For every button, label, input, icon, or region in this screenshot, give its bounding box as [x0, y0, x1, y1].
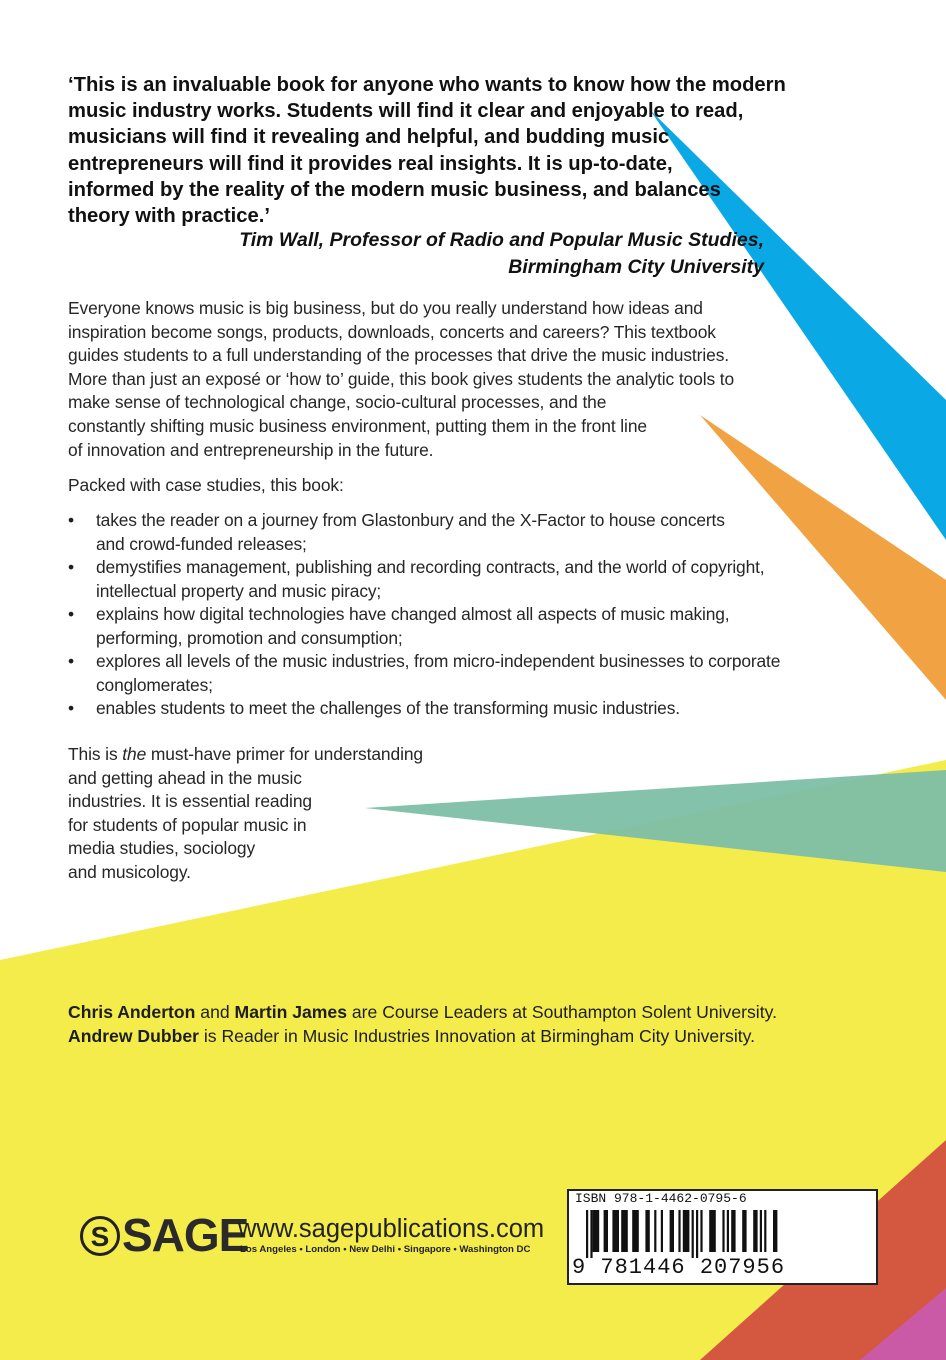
intro-line: inspiration become songs, products, downloads, concerts and careers? This textbook: [68, 321, 716, 342]
closing-line: [68, 743, 423, 767]
closing-text: must-have primer for understanding: [146, 744, 423, 764]
barcode-bar: [654, 1210, 656, 1252]
barcode-bar: [612, 1210, 619, 1252]
author-bio-line: [68, 1000, 777, 1024]
barcode-bar: [760, 1210, 762, 1252]
barcode-bar: [670, 1210, 674, 1252]
closing-line: and getting ahead in the music: [68, 767, 302, 788]
packed-intro: Packed with case studies, this book:: [68, 475, 344, 495]
bullet-marker: •: [68, 557, 75, 577]
author-bio-text: is Reader in Music Industries Innovation at Birmingham City University.: [198, 1026, 756, 1046]
barcode-bar: [700, 1210, 702, 1252]
bullet-line: conglomerates;: [96, 674, 213, 695]
bullet-line: performing, promotion and consumption;: [96, 627, 403, 648]
intro-line: of innovation and entrepreneurship in the future.: [68, 439, 434, 460]
barcode-bar: [621, 1210, 628, 1252]
bullet-line: enables students to meet the challenges of the transforming music industries.: [96, 698, 680, 718]
bullet-item: [96, 509, 725, 556]
closing-emphasis: the: [122, 744, 147, 764]
barcode-guard-bar: [590, 1210, 592, 1258]
quote-attribution-name: Tim Wall, Professor of Radio and Popular Music Studies,: [239, 229, 764, 251]
quote-line: informed by the reality of the modern music business, and balances: [68, 178, 721, 201]
barcode-svg: [586, 1210, 870, 1258]
intro-line: constantly shifting music business environment, putting them in the front line: [68, 415, 647, 436]
barcode-bar: [683, 1210, 690, 1252]
intro-line: Everyone knows music is big business, but do you really understand how ideas and: [68, 298, 703, 318]
review-quote: [68, 72, 828, 229]
intro-line: guides students to a full understanding of the processes that drive the music industries.: [68, 345, 730, 366]
barcode-bar: [661, 1210, 663, 1252]
publisher-url[interactable]: www.sagepublications.com: [238, 1215, 545, 1243]
isbn-number: 9 781446 207956: [572, 1255, 786, 1280]
author-connector: and: [195, 1002, 235, 1022]
bullet-item: [96, 697, 680, 721]
closing-text: This is: [68, 744, 123, 764]
bullet-line: and crowd-funded releases;: [96, 533, 307, 554]
quote-line: music industry works. Students will find it clear and enjoyable to read,: [68, 100, 744, 123]
quote-attribution-affiliation: Birmingham City University: [508, 256, 764, 278]
barcode-bar: [753, 1210, 757, 1252]
quote-line: entrepreneurs will find it provides real insights. It is up-to-date,: [68, 152, 673, 175]
bullet-line: explains how digital technologies have changed almost all aspects of music making,: [96, 604, 730, 624]
author-bio-text: are Course Leaders at Southampton Solent University.: [347, 1002, 777, 1022]
intro-line: More than just an exposé or ‘how to’ guide, this book gives students the analytic tools to: [68, 368, 735, 389]
bullet-line: explores all levels of the music industries, from micro-independent businesses to corporate: [96, 651, 781, 671]
quote-line: theory with practice.’: [68, 205, 270, 228]
barcode-guard-bar: [586, 1210, 588, 1258]
barcode-bar: [678, 1210, 680, 1252]
bullet-item: [96, 650, 780, 697]
quote-line: musicians will find it revealing and helpful, and budding music: [68, 126, 670, 149]
barcode-guard-bar: [696, 1210, 698, 1258]
bullet-line: demystifies management, publishing and recording contracts, and the world of copyright,: [96, 557, 765, 577]
publisher-name: SAGE: [122, 1209, 249, 1261]
sage-logo-icon: [80, 1216, 120, 1256]
author-name: Martin James: [234, 1002, 347, 1022]
barcode-bar: [722, 1210, 724, 1252]
intro-paragraph: [68, 297, 734, 462]
isbn-label: ISBN 978-1-4462-0795-6: [575, 1191, 747, 1206]
author-name: Andrew Dubber: [68, 1026, 199, 1046]
closing-line: industries. It is essential reading: [68, 791, 312, 812]
closing-paragraph: [68, 743, 423, 885]
barcode-bar: [742, 1210, 746, 1252]
barcode-bar: [764, 1210, 766, 1252]
sage-logo-letter: S: [90, 1221, 110, 1252]
bullet-marker: •: [68, 651, 75, 671]
barcode-bar: [593, 1210, 600, 1252]
intro-line: make sense of technological change, socio-cultural processes, and the: [68, 392, 607, 413]
barcode-bars: [586, 1210, 777, 1258]
bullet-item: [96, 603, 729, 650]
author-name: Chris Anderton: [68, 1002, 196, 1022]
barcode-bar: [645, 1210, 649, 1252]
barcode-bar: [773, 1210, 777, 1252]
barcode-bar: [731, 1210, 735, 1252]
closing-line: and musicology.: [68, 861, 191, 882]
bullet-line: takes the reader on a journey from Glastonbury and the X-Factor to house concerts: [96, 510, 725, 530]
quote-line: ‘This is an invaluable book for anyone who wants to know how the modern: [68, 74, 786, 96]
barcode-bar: [632, 1210, 639, 1252]
barcode-bar: [709, 1210, 716, 1252]
barcode-bar: [604, 1210, 608, 1252]
bullet-marker: •: [68, 698, 75, 718]
barcode-bar: [727, 1210, 729, 1252]
publisher-cities: Los Angeles • London • New Delhi • Singapore • Washington DC: [240, 1244, 531, 1255]
bullet-line: intellectual property and music piracy;: [96, 580, 382, 601]
bullet-marker: •: [68, 510, 75, 530]
closing-line: media studies, sociology: [68, 838, 256, 859]
bullet-item: [96, 556, 764, 603]
closing-line: for students of popular music in: [68, 814, 307, 835]
bullet-marker: •: [68, 604, 75, 624]
author-bio-line: [68, 1024, 755, 1048]
barcode-guard-bar: [692, 1210, 694, 1258]
